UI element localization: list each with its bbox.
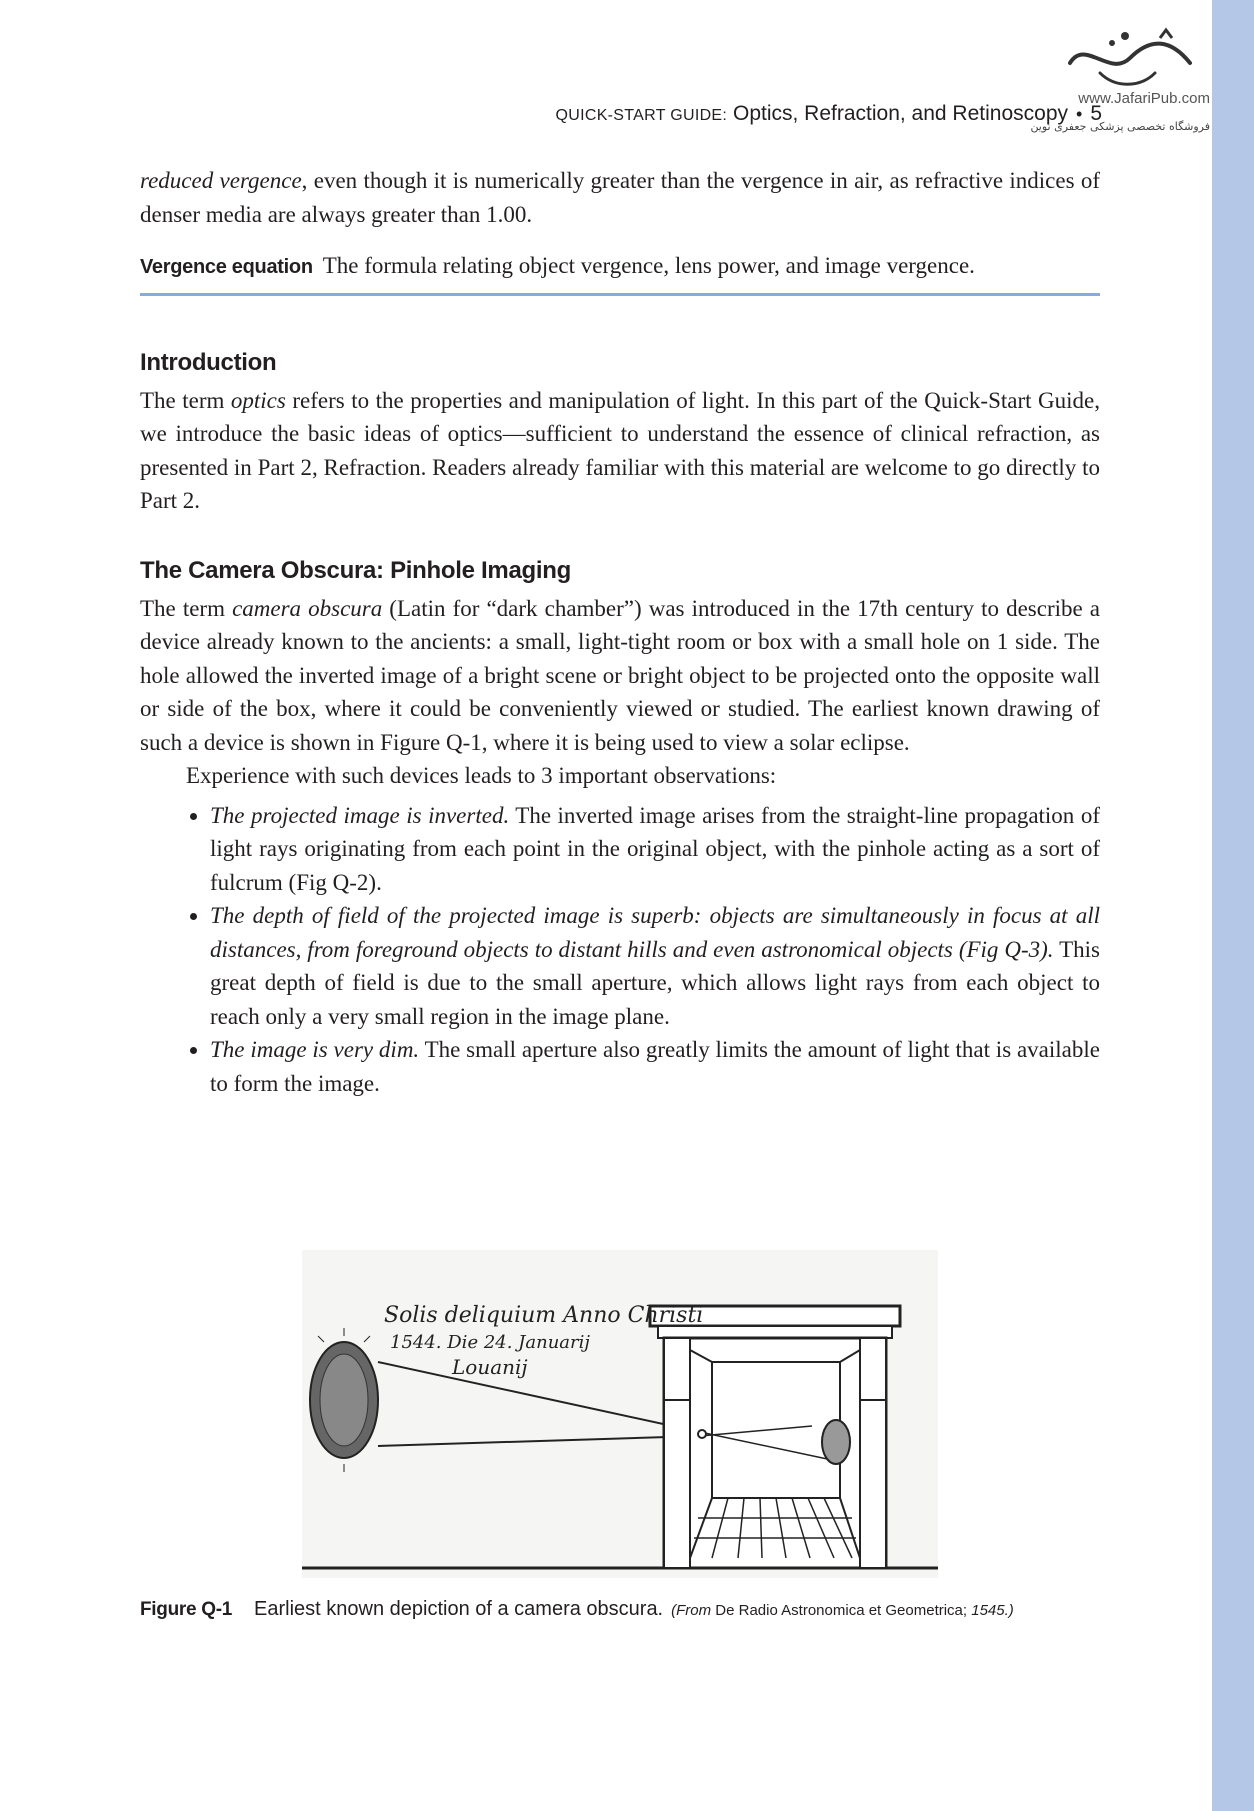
figure-inscription-line-3: Louanij: [452, 1355, 528, 1379]
definition-entry: [140, 249, 1100, 285]
list-item-text: The small aperture also greatly limits the amount of light that is available to form the image.: [210, 1037, 1100, 1096]
caption-source-italic-a: (From: [671, 1602, 712, 1619]
running-head: [420, 102, 1102, 126]
watermark-store-name: فروشگاه تخصصی پزشکی جعفری نوین: [1030, 120, 1210, 133]
page-number: 5: [1090, 102, 1102, 125]
definition-rule: [140, 293, 1100, 296]
figure-inscription-line-1: Solis deliquium Anno Christi: [384, 1303, 704, 1328]
list-item-text: The inverted image arises from the straight-line propagation of light rays originating from each point in the original object, with the pinhole acting as a sort of fulcrum (Fig Q-2).: [210, 802, 1100, 895]
figure-caption-text: Earliest known depiction of a camera obscura.: [254, 1598, 664, 1620]
observations-list: [140, 799, 1100, 1101]
list-item-italic: The image is very dim.: [210, 1037, 420, 1062]
camera-text-a: The term: [140, 595, 233, 621]
list-item-italic: The projected image is inverted.: [210, 802, 510, 828]
running-head-label: QUICK-START GUIDE:: [555, 107, 728, 124]
figure-camera-obscura: [302, 1250, 938, 1578]
introduction-text-b: refers to the properties and manipulation of light. In this part of the Quick-Start Guide, we introduce the basic ideas of optics—sufficient to understand the essence of clinical refraction, as presented in Part 2, Refraction. Readers already familiar with this material are welcome to go directly to Part 2.: [140, 387, 1100, 513]
intro-fragment-italic: reduced vergence: [140, 168, 302, 193]
introduction-paragraph: [140, 384, 1100, 518]
running-head-title: Optics, Refraction, and Retinoscopy: [733, 102, 1068, 125]
caption-source-roman: De Radio Astronomica et Geometrica;: [711, 1602, 968, 1619]
figure-caption-source: [671, 1602, 1014, 1619]
definition-text: The formula relating object vergence, lens power, and image vergence.: [322, 253, 975, 278]
camera-italic: camera obscura: [232, 595, 383, 621]
list-item: [210, 899, 1100, 1033]
page-edge-band: [1212, 0, 1254, 1811]
list-item: [210, 1033, 1100, 1100]
camera-paragraph-2: Experience with such devices leads to 3 important observations:: [186, 763, 777, 788]
figure-caption: [140, 1598, 1100, 1621]
camera-obscura-woodcut-icon: [302, 1250, 938, 1578]
definition-term: Vergence equation: [140, 256, 313, 278]
watermark-url[interactable]: www.JafariPub.com: [1078, 90, 1210, 107]
list-item: [210, 799, 1100, 900]
heading-camera-obscura: The Camera Obscura: Pinhole Imaging: [140, 556, 571, 584]
intro-fragment-text: , even though it is numerically greater than the vergence in air, as refractive indices of denser media are always greater than 1.00.: [140, 168, 1100, 227]
jafari-logo-icon: [1040, 18, 1210, 98]
list-item-italic: The depth of field of the projected image is superb: objects are simultaneously in focus at all distances, from foreground objects to distant hills and even astronomical objects (Fig Q-3).: [210, 903, 1100, 962]
camera-paragraph-1: [140, 592, 1100, 760]
running-head-bullet: •: [1076, 104, 1083, 124]
camera-text-b: (Latin for “dark chamber”) was introduced in the 17th century to describe a device already known to the ancients: a small, light-tight room or box with a small hole on 1 side. The hole allowed the inverted image of a bright scene or bright object to be projected onto the opposite wall or side of the box, where it could be conveniently viewed or studied. The earliest known drawing of such a device is shown in Figure Q-1, where it is being used to view a solar eclipse.: [140, 595, 1101, 755]
heading-introduction: Introduction: [140, 348, 277, 376]
list-item-text: This great depth of field is due to the small aperture, which allows light rays from each object to reach only a very small region in the image plane.: [210, 936, 1100, 1029]
introduction-italic: optics: [230, 387, 286, 413]
introduction-text-a: The term: [140, 387, 231, 413]
figure-caption-label: Figure Q-1: [140, 1599, 233, 1620]
caption-source-italic-b: 1545.): [967, 1602, 1014, 1619]
figure-inscription-line-2: 1544. Die 24. Januarij: [390, 1332, 590, 1353]
page-content: [140, 164, 1100, 1100]
intro-fragment: [140, 164, 1100, 231]
